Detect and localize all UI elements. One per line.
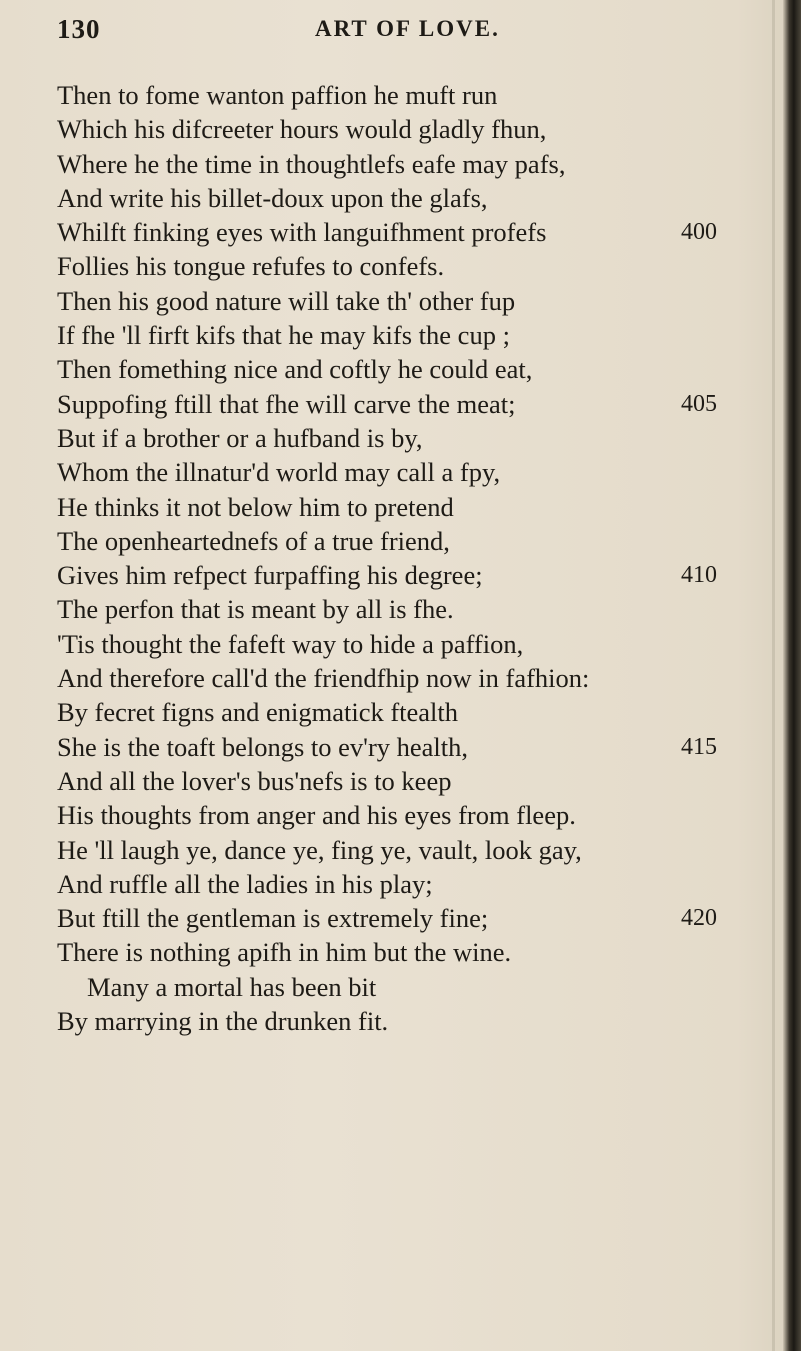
page-edge-shadow (783, 0, 801, 1351)
page-number: 130 (57, 14, 101, 44)
verse-line: His thoughts from anger and his eyes from fleep. (57, 800, 576, 831)
verse-line: And ruffle all the ladies in his play; (57, 868, 433, 899)
verse-line: And write his billet-doux upon the glafs, (57, 182, 488, 213)
verse-line: 'Tis thought the fafeft way to hide a paffion, (57, 628, 524, 659)
verse-line: He thinks it not below him to pretend (57, 491, 454, 522)
verse-line: But if a brother or a hufband is by, (57, 422, 423, 453)
line-number: 420 (681, 905, 717, 932)
page-header (57, 14, 697, 50)
line-number: 400 (681, 219, 717, 246)
verse-line: But ftill the gentleman is extremely fine; 420 (57, 901, 717, 935)
verse-line: And therefore call'd the friendfhip now in fafhion: (57, 663, 590, 694)
line-number: 410 (681, 562, 717, 589)
line-number: 405 (681, 390, 717, 417)
verse-line: Gives him refpect furpaffing his degree; 410 (57, 558, 717, 592)
verse-line: Then to fome wanton paffion he muft run (57, 80, 498, 110)
poem-text (57, 78, 717, 1038)
verse-line: And all the lover's bus'nefs is to keep (57, 765, 452, 796)
verse-line: Many a mortal has been bit (87, 971, 377, 1002)
verse-line: Suppofing ftill that fhe will carve the meat; 405 (57, 387, 717, 421)
page-gutter-line (772, 0, 775, 1351)
verse-line: Whilft finking eyes with languifhment profefs 400 (57, 215, 717, 249)
verse-line: She is the toaft belongs to ev'ry health, 415 (57, 730, 717, 764)
verse-line: By fecret figns and enigmatick ftealth (57, 697, 459, 728)
verse-line: The perfon that is meant by all is fhe. (57, 594, 454, 625)
verse-line: Whom the illnatur'd world may call a fpy, (57, 457, 501, 488)
verse-line: There is nothing apifh in him but the wine. (57, 937, 512, 968)
verse-line: He 'll laugh ye, dance ye, fing ye, vault, look gay, (57, 834, 582, 865)
running-head: ART OF LOVE. (315, 16, 500, 41)
verse-line: If fhe 'll firft kifs that he may kifs the cup ; (57, 320, 510, 351)
verse-line: Where he the time in thoughtlefs eafe may pafs, (57, 148, 566, 179)
verse-line: The openheartednefs of a true friend, (57, 525, 450, 556)
verse-line: Then fomething nice and coftly he could eat, (57, 354, 533, 385)
verse-line: By marrying in the drunken fit. (57, 1006, 389, 1037)
verse-line: Follies his tongue refufes to confefs. (57, 251, 445, 282)
verse-line: Then his good nature will take th' other fup (57, 285, 516, 316)
line-number: 415 (681, 733, 717, 760)
verse-line: Which his difcreeter hours would gladly fhun, (57, 114, 547, 145)
